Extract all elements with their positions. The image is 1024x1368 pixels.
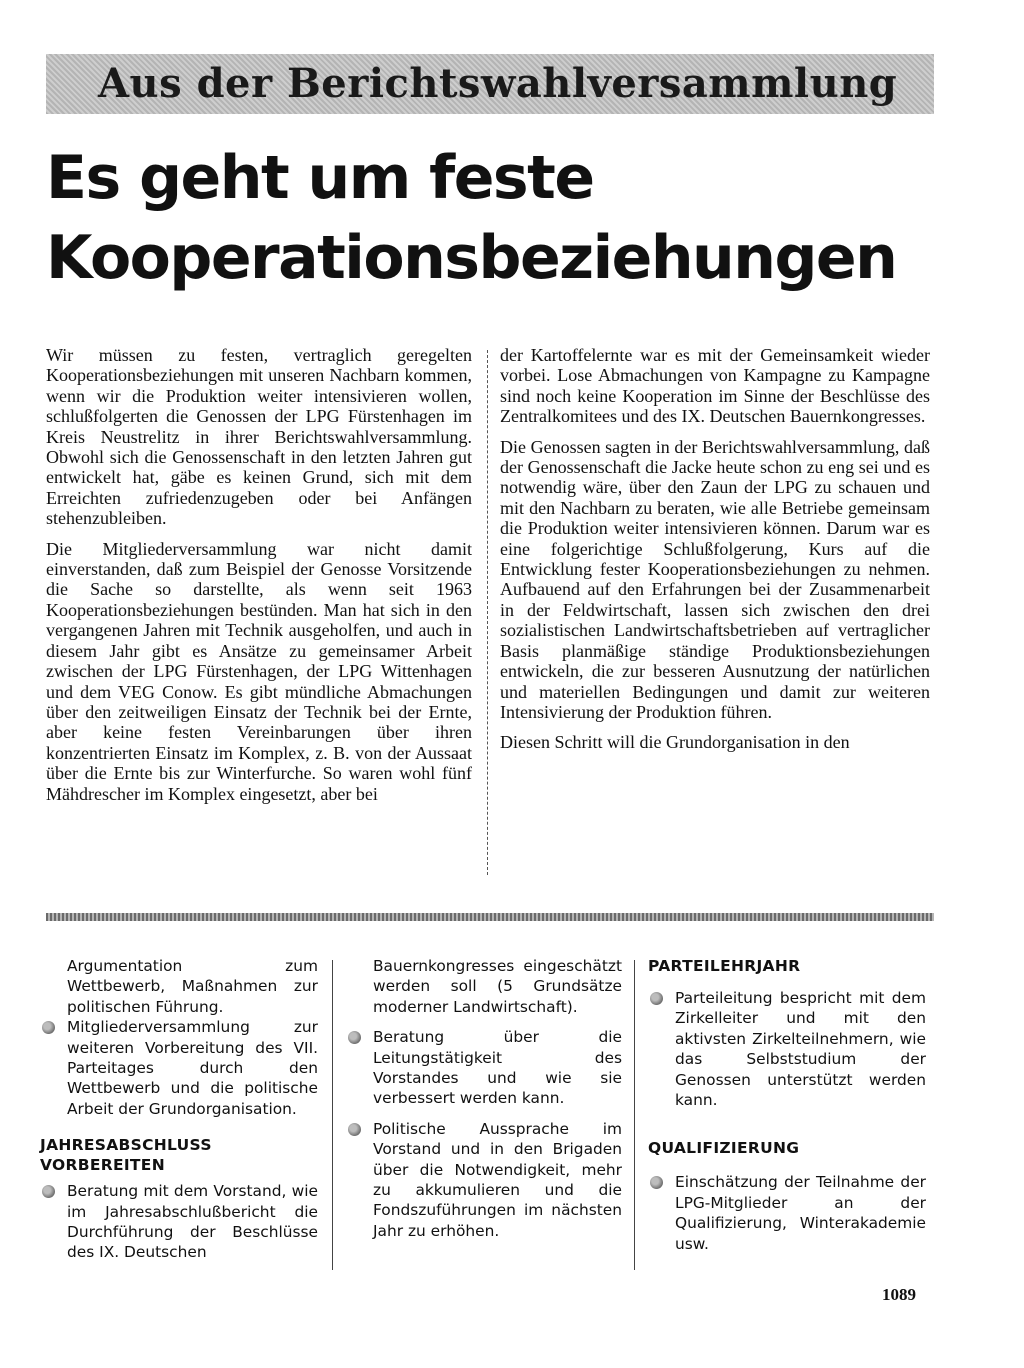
box-heading-parteilehrjahr: PARTEILEHRJAHR bbox=[648, 957, 801, 975]
bullet-icon bbox=[650, 992, 663, 1005]
box-heading-jahresabschluss: JAHRESABSCHLUSS VORBEREITEN bbox=[40, 1136, 212, 1175]
list-item-text: Parteileitung bespricht mit dem Zirkelleiter und mit den aktivsten Zirkelteilnehmern, wie das Selbststudium der Genossen unterstützt werden kann. bbox=[675, 989, 926, 1110]
bullet-icon bbox=[348, 1123, 361, 1136]
bullet-icon bbox=[650, 1176, 663, 1189]
bullet-icon bbox=[42, 1021, 55, 1034]
article-paragraph: Die Mitgliederversammlung war nicht damit einverstanden, daß zum Beispiel der Genosse Vorsitzende die Sache so darstellte, als wenn seit 1963 Kooperationsbeziehungen bestünden. Man hat sich in den vergangenen Jahren mit Technik ausgeholfen, und auch in diesem Jahr gibt es Ansätze zu gemeinsamer Arbeit zwischen der LPG Fürstenhagen, der LPG Wittenhagen und dem VEG Conow. Es gibt mündliche Abmachungen über den zeitweiligen Einsatz der Technik bei der Ernte, aber keine festen Vereinbarungen über ihren konzentrierten Einsatz im Komplex, z. B. von der Aussaat über die Ernte bis zur Winterfurche. So waren wohl fünf Mähdrescher im Komplex eingesetzt, aber bei bbox=[46, 538, 472, 804]
box-column-c bbox=[648, 956, 926, 1254]
box-text: Argumentation zum Wettbewerb, Maßnahmen zur politischen Führung. bbox=[67, 957, 318, 1016]
box-heading-qualifizierung: QUALIFIZIERUNG bbox=[648, 1139, 800, 1158]
article-column-2 bbox=[500, 345, 930, 763]
article-column-1 bbox=[46, 345, 472, 814]
list-item bbox=[40, 1017, 318, 1119]
box-divider bbox=[634, 960, 635, 1270]
section-separator bbox=[46, 913, 934, 921]
bullet-icon bbox=[42, 1185, 55, 1198]
headline-line-1: Es geht um feste bbox=[46, 143, 594, 213]
article-headline bbox=[46, 138, 946, 298]
list-item-text: Einschätzung der Teilnahme der LPG-Mitglieder an der Qualifizierung, Winterakademie usw. bbox=[675, 1173, 926, 1253]
box-text: Bauernkongresses eingeschätzt werden soll (5 Grundsätze moderner Landwirtschaft). bbox=[373, 957, 622, 1016]
list-item bbox=[648, 1172, 926, 1254]
list-item bbox=[40, 1181, 318, 1263]
section-kicker: Aus der Berichtswahlversammlung bbox=[46, 54, 934, 114]
list-item bbox=[346, 1119, 622, 1241]
list-item-text: Beratung über die Leitungstätigkeit des Vorstandes und wie sie verbessert werden kann. bbox=[373, 1028, 622, 1108]
page-number: 1089 bbox=[882, 1285, 916, 1304]
article-paragraph: Diesen Schritt will die Grundorganisation in den bbox=[500, 732, 850, 753]
list-item bbox=[648, 988, 926, 1110]
article-paragraph: Wir müssen zu festen, vertraglich geregelten Kooperationsbeziehungen mit unseren Nachbarn kommen, wenn wir die Produktion weiter intensivieren wollen, schlußfolgerten die Genossen der LPG Fürstenhagen im Kreis Neustrelitz in ihrer Berichtswahlversammlung. Obwohl sich die Genossenschaft in den letzten Jahren gut entwickelt hat, gäbe es keinen Grund, sich mit dem Erreichten zufriedenzugeben oder bei Anfängen stehenzubleiben. bbox=[46, 345, 472, 529]
headline-line-2: Kooperationsbeziehungen bbox=[46, 223, 897, 293]
list-item-text: Politische Aussprache im Vorstand und in den Brigaden über die Notwendigkeit, mehr zu akkumulieren und die Fondszuführungen im nächsten Jahr zu erhöhen. bbox=[373, 1119, 622, 1240]
article-paragraph: der Kartoffelernte war es mit der Gemeinsamkeit wieder vorbei. Lose Abmachungen von Kampagne zu Kampagne sind noch keine Kooperation im Sinne der Beschlüsse des Zentralkomitees und des IX. Deutschen Bauernkongresses. bbox=[500, 345, 930, 427]
list-item-text: Beratung mit dem Vorstand, wie im Jahresabschlußbericht die Durchführung der Beschlüsse des IX. Deutschen bbox=[67, 1182, 318, 1262]
box-column-a bbox=[40, 956, 318, 1263]
bullet-icon bbox=[348, 1031, 361, 1044]
article-paragraph: Die Genossen sagten in der Berichtswahlversammlung, daß der Genossenschaft die Jacke heute schon zu eng sei und es notwendig wäre, über den Zaun der LPG zu schauen und mit den Nachbarn zu beraten, wie alle Betriebe gemeinsam die Produktion weiter intensivieren können. Darum war es eine folgerichtige Schlußfolgerung, Kurs auf die Entwicklung fester Kooperationsbeziehungen zu nehmen. Aufbauend auf den Erfahrungen bei der Zusammenarbeit in der Feldwirtschaft, lassen sich zwischen den drei sozialistischen Landwirtschaftsbetrieben auf vertraglicher Basis planmäßige ständige Produktionsbeziehungen entwickeln, die zur besseren Ausnutzung der natürlichen und materiellen Bedingungen und damit zur weiteren Intensivierung der Produktion führen. bbox=[500, 436, 930, 722]
box-column-b bbox=[346, 956, 622, 1241]
list-item bbox=[346, 1027, 622, 1109]
list-item-text: Mitgliederversammlung zur weiteren Vorbereitung des VII. Parteitages durch den Wettbewerb und die politische Arbeit der Grundorganisation. bbox=[67, 1018, 318, 1118]
box-divider bbox=[332, 960, 333, 1270]
column-divider bbox=[487, 350, 488, 875]
